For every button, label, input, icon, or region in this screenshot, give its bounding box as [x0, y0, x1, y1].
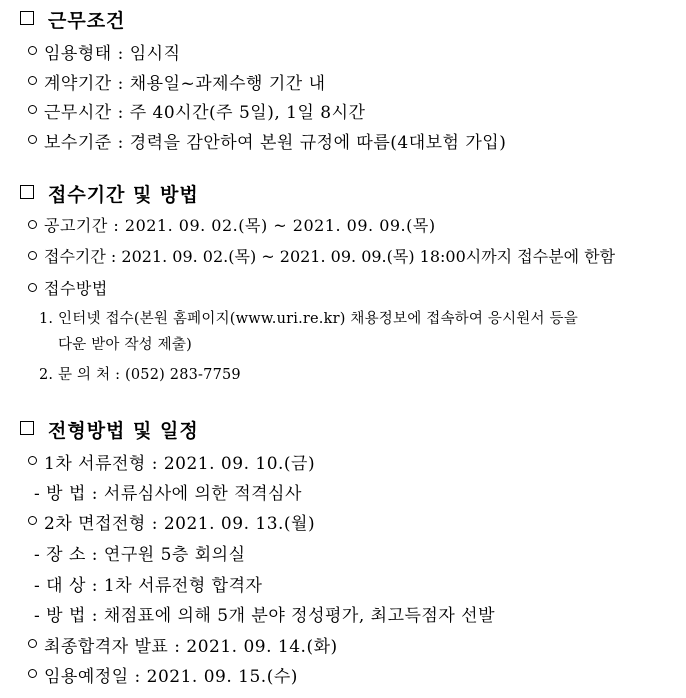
circle-bullet-icon	[28, 251, 37, 260]
dash-item: - 대 상 : 1차 서류전형 합격자	[34, 576, 263, 596]
circle-bullet-icon	[28, 135, 37, 144]
sub-list-item: 1. 인터넷 접수(본원 홈페이지(www.uri.re.kr) 채용정보에 접속하여 응시원서 등을	[39, 311, 578, 327]
circle-bullet-icon	[28, 639, 37, 648]
section-title: 전형방법 및 일정	[48, 420, 199, 442]
circle-bullet-icon	[28, 516, 37, 525]
checkbox-icon	[20, 185, 34, 199]
dash-item: - 방 법 : 채점표에 의해 5개 분야 정성평가, 최고득점자 선발	[34, 606, 496, 626]
section-title: 접수기간 및 방법	[48, 184, 199, 206]
dash-item: - 장 소 : 연구원 5층 회의실	[34, 545, 246, 565]
sub-list-item: 2. 문 의 처 : (052) 283-7759	[39, 367, 241, 383]
dash-item: - 방 법 : 서류심사에 의한 적격심사	[34, 484, 302, 504]
circle-bullet-icon	[28, 669, 37, 678]
circle-bullet-icon	[28, 46, 37, 55]
circle-bullet-icon	[28, 456, 37, 465]
circle-bullet-icon	[28, 220, 37, 229]
circle-bullet-icon	[28, 283, 37, 292]
checkbox-icon	[20, 421, 34, 435]
circle-bullet-icon	[28, 76, 37, 85]
section-title: 근무조건	[48, 10, 126, 32]
checkbox-icon	[20, 11, 34, 25]
sub-list-item: 다운 받아 작성 제출)	[58, 337, 192, 353]
circle-bullet-icon	[28, 105, 37, 114]
